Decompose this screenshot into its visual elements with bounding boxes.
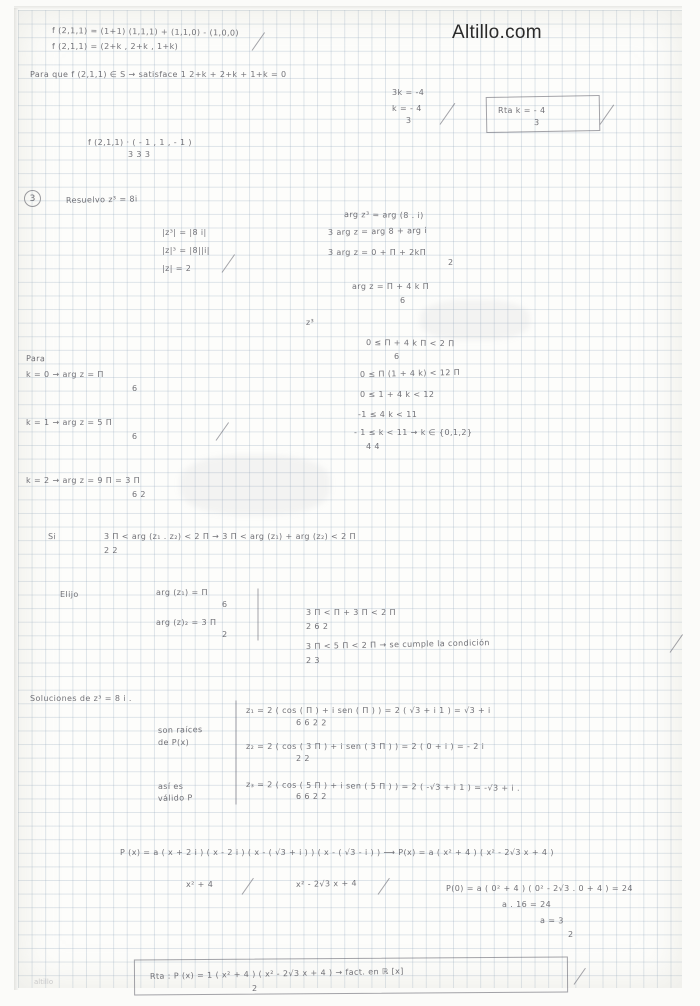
- handwritten-line: 6: [131, 431, 138, 441]
- handwritten-line: 3 3 3: [128, 150, 151, 159]
- handwritten-line: 0 ≤ Π (1 + 4 k) < 12 Π: [359, 367, 461, 379]
- handwritten-line: f (2,1,1) = (1+1) (1,1,1) + (1,1,0) - (1,0,0): [51, 26, 240, 38]
- handwritten-line: 3 Π < Π + 3 Π < 2 Π: [306, 608, 396, 617]
- handwritten-line: Si: [47, 532, 57, 542]
- handwritten-line: Rta k = - 4: [498, 106, 546, 115]
- handwritten-line: de P(x): [158, 738, 190, 747]
- handwritten-line: arg z³ = arg (8 . i): [343, 210, 424, 221]
- handwritten-line: |z| = 2: [162, 264, 192, 273]
- handwritten-line: k = 0 → arg z = Π: [26, 370, 104, 379]
- handwritten-line: 6 2: [132, 490, 146, 499]
- handwritten-line: k = 2 → arg z = 9 Π = 3 Π: [26, 476, 141, 485]
- handwritten-line: 3: [533, 118, 540, 128]
- page-edge-shadow-top: [14, 6, 682, 10]
- handwritten-line: P(0) = a ( 0² + 4 ) ( 0² - 2√3 . 0 + 4 ) = 24: [446, 884, 633, 893]
- handwritten-line: 2: [252, 984, 258, 993]
- handwritten-line: 3 arg z = 0 + Π + 2kΠ: [328, 248, 427, 257]
- handwritten-line: 6: [221, 599, 228, 609]
- problem-number-circle: 3: [24, 190, 41, 207]
- page-edge-shadow-left: [14, 8, 19, 990]
- handwritten-line: Para: [25, 354, 46, 364]
- solutions-divider: [236, 701, 237, 805]
- handwritten-line: - 1 ≤ k < 11 → k ∈ {0,1,2}: [354, 428, 473, 437]
- handwritten-line: 3k = -4: [392, 88, 425, 97]
- handwritten-line: arg (z)₂ = 3 Π: [156, 618, 217, 627]
- handwritten-line: 6 6 2 2: [296, 792, 327, 801]
- handwritten-line: z³: [305, 317, 315, 327]
- handwritten-line: a = 3: [539, 916, 564, 926]
- handwritten-line: z₁ = 2 ( cos ( Π ) + i sen ( Π ) ) = 2 ( √3 + i 1 ) = √3 + i: [246, 706, 491, 715]
- handwritten-line: válido P: [157, 793, 193, 803]
- handwritten-line: z₃ = 2 ( cos ( 5 Π ) + i sen ( 5 Π ) ) = 2 ( -√3 + i 1 ) = -√3 + i .: [245, 780, 521, 793]
- handwritten-line: arg z = Π + 4 k Π: [352, 282, 430, 291]
- handwritten-line: 2 6 2: [306, 622, 329, 631]
- handwritten-line: 3 Π < 5 Π < 2 Π → se cumple la condición: [305, 638, 490, 651]
- handwritten-line: 6: [400, 296, 406, 305]
- handwritten-line: 0 ≤ 1 + 4 k < 12: [360, 390, 435, 399]
- handwritten-line: 4 4: [366, 442, 380, 451]
- site-watermark: Altillo.com: [452, 22, 542, 43]
- handwritten-line: -1 ≤ 4 k < 11: [358, 410, 418, 419]
- handwritten-line: 2 3: [306, 656, 320, 665]
- handwritten-line: k = - 4: [392, 104, 422, 113]
- handwritten-line: 6: [132, 384, 138, 393]
- handwritten-line: Elijo: [60, 590, 79, 599]
- handwritten-line: son raíces: [157, 725, 203, 735]
- paper-smudge: [420, 300, 530, 340]
- handwritten-line: 6 6 2 2: [295, 718, 327, 728]
- handwritten-line: Para que f (2,1,1) ∈ S → satisface 1 2+k + 2+k + 1+k = 0: [30, 70, 287, 79]
- handwritten-line: f (2,1,1) · ( - 1 , 1 , - 1 ): [88, 138, 192, 147]
- paper-smudge: [180, 455, 330, 515]
- handwritten-line: x² - 2√3 x + 4: [295, 878, 358, 889]
- handwritten-line: 2: [221, 630, 228, 640]
- handwritten-line: z₂ = 2 ( cos ( 3 Π ) + i sen ( 3 Π ) ) = 2 ( 0 + i ) = - 2 i: [246, 742, 485, 751]
- handwritten-line: 3 arg z = arg 8 + arg i: [327, 225, 428, 237]
- handwritten-line: 2: [568, 930, 574, 939]
- handwritten-line: arg (z₁) = Π: [156, 588, 208, 597]
- handwritten-line: Resuelvo z³ = 8i: [65, 194, 138, 205]
- handwritten-line: x² + 4: [186, 880, 214, 889]
- graph-paper-grid: [18, 10, 682, 988]
- handwritten-line: Rta : P (x) = 1 ( x² + 4 ) ( x² - 2√3 x + 4 ) → fact. en ℝ [x]: [149, 966, 404, 981]
- handwritten-line: |z³| = |8 i|: [162, 228, 207, 237]
- handwritten-line: así es: [158, 782, 184, 791]
- handwritten-line: 3 Π < arg (z₁ . z₂) < 2 Π → 3 Π < arg (z₁) + arg (z₂) < 2 Π: [104, 532, 356, 541]
- corner-note: altillo: [34, 978, 54, 986]
- handwritten-line: 3: [405, 115, 412, 125]
- handwritten-line: 0 ≤ Π + 4 k Π < 2 Π: [365, 338, 455, 349]
- handwritten-line: 2: [448, 258, 454, 267]
- handwritten-line: f (2,1,1) = (2+k , 2+k , 1+k): [52, 42, 179, 51]
- handwritten-line: a . 16 = 24: [502, 900, 552, 909]
- handwritten-line: P (x) = a ( x + 2 i ) ( x - 2 i ) ( x - ( √3 + i ) ) ( x - ( √3 - i ) ) ⟶ P(x) = a ( x² + 4 ) ( x² - 2√3 x + 4 ): [120, 848, 554, 857]
- chosen-args-brace: [258, 589, 259, 641]
- handwritten-line: k = 1 → arg z = 5 Π: [26, 418, 113, 427]
- handwritten-line: 2 2: [296, 754, 310, 763]
- handwritten-line: Soluciones de z³ = 8 i .: [30, 694, 132, 703]
- handwritten-line: 6: [394, 352, 400, 361]
- handwritten-line: |z|³ = |8||i|: [162, 246, 210, 255]
- handwritten-line: 2 2: [104, 546, 118, 555]
